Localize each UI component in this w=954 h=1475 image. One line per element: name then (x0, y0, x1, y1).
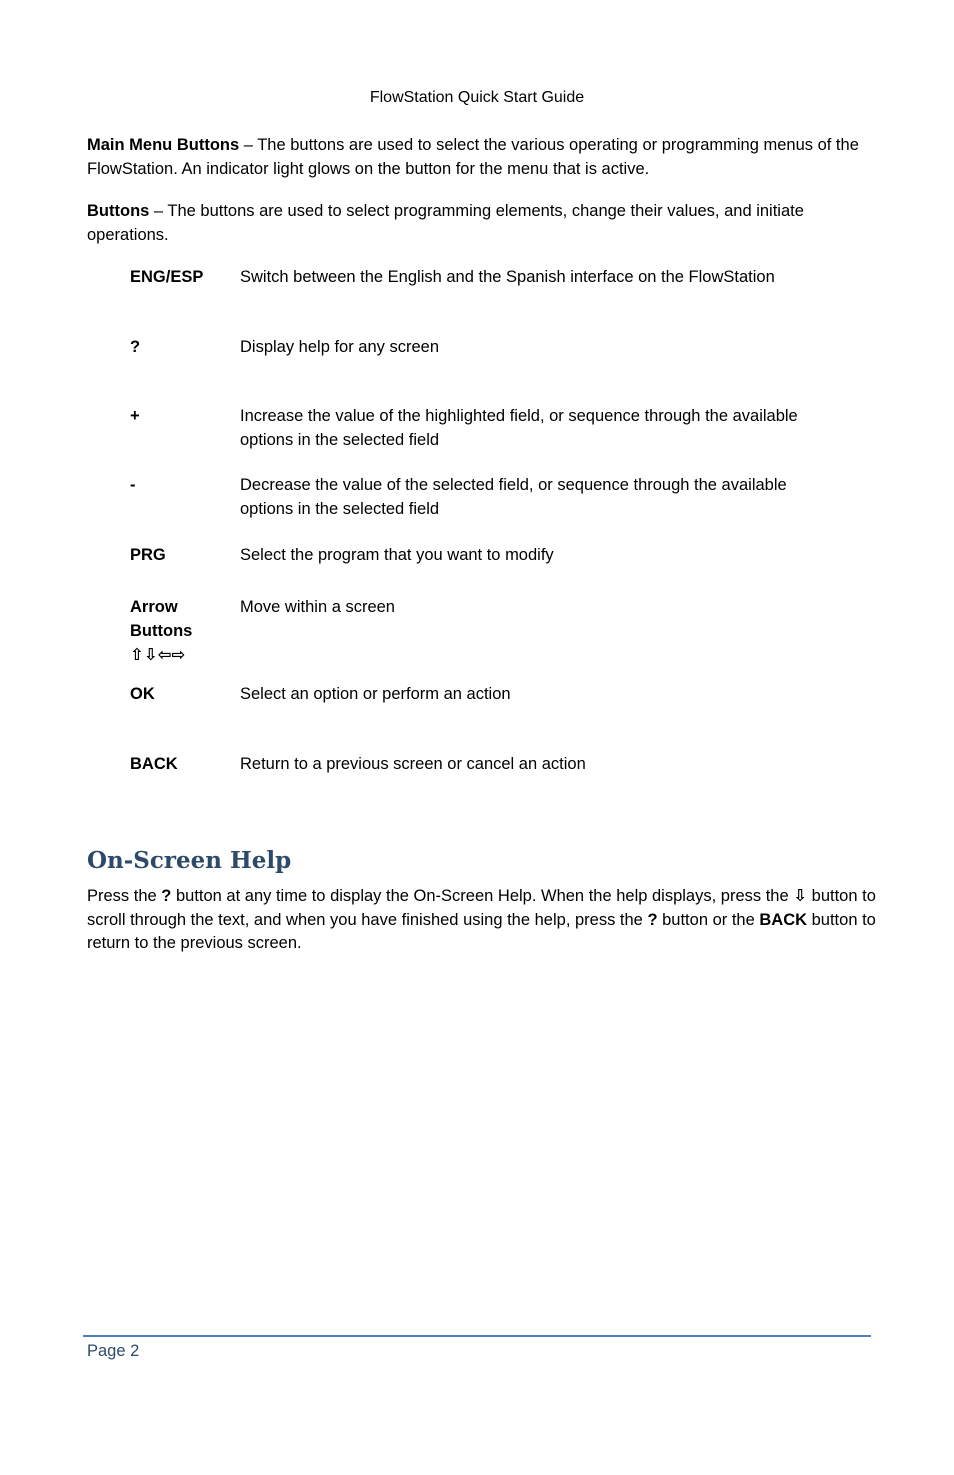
arrow-buttons-icon: ⇧⇩⇦⇨ (130, 645, 186, 664)
button-desc-help: Display help for any screen (240, 338, 440, 356)
help-text-part5: button to return to the previous screen. (87, 910, 876, 952)
help-text-part3: button to scroll through the text, and when you have finished using the help, press the (87, 887, 876, 929)
down-arrow-icon: ⇩ (793, 886, 808, 905)
help-back-key: BACK (759, 910, 808, 929)
button-desc-minus: Decrease the value of the selected field, or sequence through the available options in the selected field (240, 476, 787, 518)
help-text-part4: button or the (657, 910, 760, 929)
page-header-title: FlowStation Quick Start Guide (369, 89, 585, 106)
footer-divider (83, 1335, 871, 1337)
button-desc-eng-esp: Switch between the English and the Spanish interface on the FlowStation (240, 268, 775, 286)
button-desc-prg: Select the program that you want to modify (240, 546, 554, 564)
button-key-back: BACK (130, 755, 178, 773)
button-key-plus: + (130, 407, 140, 425)
button-key-arrows (130, 596, 230, 667)
button-key-help: ? (130, 338, 141, 356)
help-question-key: ? (161, 887, 172, 905)
button-desc-plus: Increase the value of the highlighted field, or sequence through the available options in the selected field (240, 407, 798, 449)
main-menu-buttons-text: – The buttons are used to select the various operating or programming menus of the FlowStation. An indicator light glows on the button for the menu that is active. (87, 136, 859, 178)
main-menu-buttons-paragraph (87, 134, 877, 181)
button-key-prg: PRG (130, 546, 166, 564)
button-desc-back: Return to a previous screen or cancel an action (240, 755, 586, 773)
help-text-part1: Press the (87, 887, 162, 905)
main-menu-buttons-term: Main Menu Buttons (87, 136, 240, 154)
button-desc-arrows: Move within a screen (240, 598, 395, 616)
buttons-paragraph (87, 200, 877, 247)
button-key-arrows-line2: Buttons (130, 621, 193, 640)
buttons-term: Buttons (87, 202, 150, 220)
help-text-part2: button at any time to display the On-Screen Help. When the help displays, press the (171, 887, 794, 905)
help-question-key-2: ? (647, 910, 658, 929)
button-key-eng-esp: ENG/ESP (130, 268, 204, 286)
button-key-ok: OK (130, 685, 155, 703)
button-desc-ok: Select an option or perform an action (240, 685, 511, 703)
button-key-minus: - (130, 476, 136, 494)
button-key-arrows-line1: Arrow (130, 598, 178, 616)
footer-page-number: Page 2 (87, 1342, 140, 1360)
on-screen-help-heading: On-Screen Help (87, 847, 292, 874)
buttons-text: – The buttons are used to select programming elements, change their values, and initiate operations. (87, 202, 804, 244)
on-screen-help-paragraph (87, 884, 877, 956)
